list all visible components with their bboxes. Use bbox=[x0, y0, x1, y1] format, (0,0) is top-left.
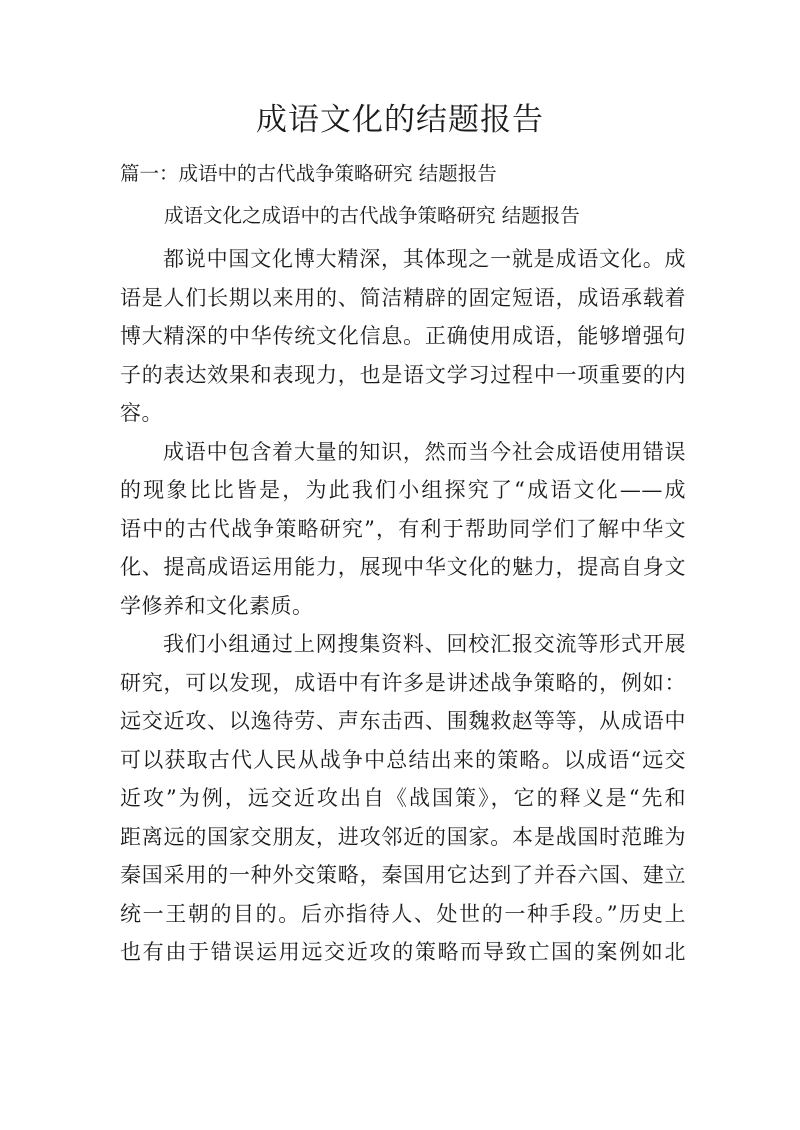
paragraph-line: 近攻”为例，远交近攻出自《战国策》，它的释义是“先和 bbox=[120, 786, 686, 810]
paragraph-line: 的现象比比皆是，为此我们小组探究了“成语文化——成 bbox=[120, 478, 686, 502]
paragraph-line: 距离远的国家交朋友，进攻邻近的国家。本是战国时范雎为 bbox=[120, 824, 686, 849]
document-subtitle: 篇一：成语中的古代战争策略研究 结题报告 bbox=[120, 162, 497, 185]
paragraph-line: 可以获取古代人民从战争中总结出来的策略。以成语“远交 bbox=[120, 747, 686, 772]
paragraph-2 bbox=[120, 433, 686, 626]
paragraph-line: 统一王朝的目的。后亦指待人、处世的一种手段。”历史上 bbox=[120, 901, 686, 926]
paragraph-3 bbox=[120, 625, 686, 972]
paragraph-line: 我们小组通过上网搜集资料、回校汇报交流等形式开展 bbox=[163, 632, 686, 656]
paragraph-line: 也有由于错误运用远交近攻的策略而导致亡国的案例如北 bbox=[120, 940, 686, 964]
document-title: 成语文化的结题报告 bbox=[256, 102, 544, 138]
paragraph-line: 语中的古代战争策略研究”，有利于帮助同学们了解中华文 bbox=[120, 516, 686, 541]
paragraph-line: 都说中国文化博大精深，其体现之一就是成语文化。成 bbox=[163, 247, 686, 271]
paragraph-line: 远交近攻、以逸待劳、声东击西、围魏救赵等等，从成语中 bbox=[120, 709, 686, 733]
paragraph-line: 研究，可以发现，成语中有许多是讲述战争策略的，例如： bbox=[120, 670, 686, 695]
paragraph-line: 学修养和文化素质。 bbox=[120, 593, 314, 618]
paragraph-1 bbox=[120, 240, 686, 433]
paragraph-line: 秦国采用的一种外交策略，秦国用它达到了并吞六国、建立 bbox=[120, 863, 686, 887]
paragraph-line: 语是人们长期以来用的、简洁精辟的固定短语，成语承载着 bbox=[120, 285, 686, 310]
paragraph-line: 博大精深的中华传统文化信息。正确使用成语，能够增强句 bbox=[120, 324, 686, 348]
paragraph-line: 子的表达效果和表现力，也是语文学习过程中一项重要的内 bbox=[120, 362, 686, 387]
paragraph-line: 容。 bbox=[120, 401, 163, 425]
paragraph-line: 成语中包含着大量的知识，然而当今社会成语使用错误 bbox=[163, 439, 686, 464]
document-subheading: 成语文化之成语中的古代战争策略研究 结题报告 bbox=[164, 204, 580, 227]
document-body bbox=[120, 240, 686, 972]
paragraph-line: 化、提高成语运用能力，展现中华文化的魅力，提高自身文 bbox=[120, 555, 686, 579]
